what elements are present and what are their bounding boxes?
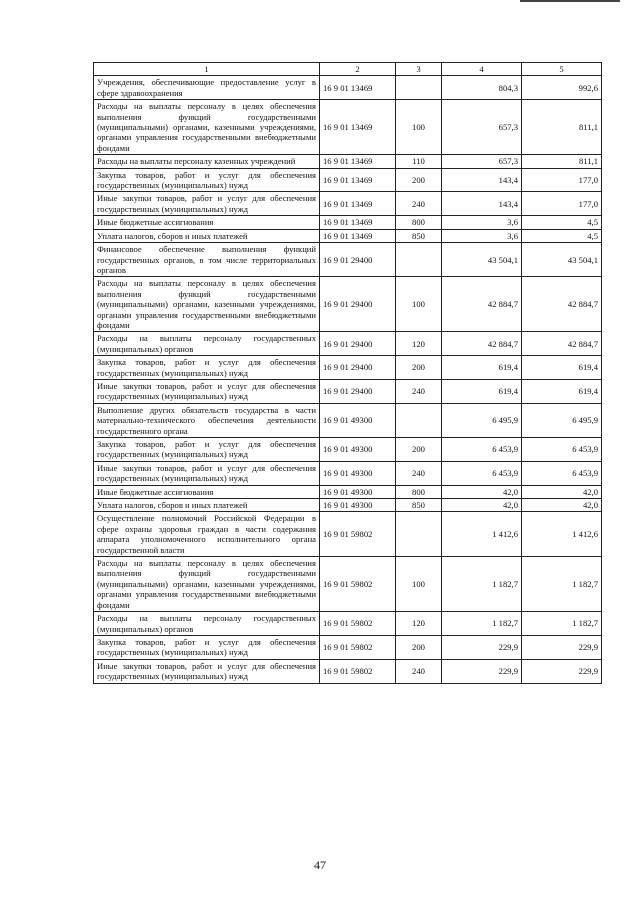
expense-name-cell: Иные бюджетные ассигнования	[94, 216, 320, 229]
target-article-code-cell: 16 9 01 13469	[320, 100, 396, 155]
table-row	[94, 76, 602, 100]
amount-year-1-cell: 42,0	[442, 499, 522, 512]
amount-year-1-cell: 1 182,7	[442, 557, 522, 612]
amount-year-2-cell: 1 182,7	[522, 557, 602, 612]
table-row	[94, 168, 602, 192]
amount-year-2-cell: 229,9	[522, 659, 602, 683]
expense-name-cell: Выполнение других обязательств государства в части материально-технического обеспечения деятельности государственного органа	[94, 403, 320, 437]
table-row	[94, 403, 602, 437]
expense-type-code-cell: 200	[396, 635, 442, 659]
table-row	[94, 277, 602, 332]
amount-year-2-cell: 43 504,1	[522, 243, 602, 277]
expense-type-code-cell: 200	[396, 356, 442, 380]
expense-name-cell: Иные бюджетные ассигнования	[94, 485, 320, 498]
target-article-code-cell: 16 9 01 59802	[320, 635, 396, 659]
table-header-row	[94, 63, 602, 76]
expense-type-code-cell	[396, 403, 442, 437]
amount-year-2-cell: 619,4	[522, 356, 602, 380]
amount-year-2-cell: 42 884,7	[522, 332, 602, 356]
expense-name-cell: Иные закупки товаров, работ и услуг для обеспечения государственных (муниципальных) нужд	[94, 659, 320, 683]
target-article-code-cell: 16 9 01 13469	[320, 192, 396, 216]
expense-name-cell: Иные закупки товаров, работ и услуг для обеспечения государственных (муниципальных) нужд	[94, 192, 320, 216]
table-row	[94, 229, 602, 242]
amount-year-1-cell: 804,3	[442, 76, 522, 100]
page-number: 47	[314, 858, 326, 872]
amount-year-2-cell: 992,6	[522, 76, 602, 100]
target-article-code-cell: 16 9 01 13469	[320, 155, 396, 168]
amount-year-1-cell: 6 453,9	[442, 438, 522, 462]
amount-year-1-cell: 619,4	[442, 356, 522, 380]
amount-year-1-cell: 657,3	[442, 155, 522, 168]
column-header-5: 5	[522, 63, 602, 76]
amount-year-2-cell: 4,5	[522, 216, 602, 229]
amount-year-1-cell: 3,6	[442, 229, 522, 242]
amount-year-2-cell: 1 412,6	[522, 512, 602, 557]
table-row	[94, 332, 602, 356]
expense-type-code-cell: 850	[396, 229, 442, 242]
expense-name-cell: Финансовое обеспечение выполнения функций государственных органов, в том числе территориальных органов	[94, 243, 320, 277]
amount-year-2-cell: 42 884,7	[522, 277, 602, 332]
amount-year-2-cell: 6 453,9	[522, 461, 602, 485]
target-article-code-cell: 16 9 01 29400	[320, 243, 396, 277]
column-header-4: 4	[442, 63, 522, 76]
table-row	[94, 192, 602, 216]
amount-year-1-cell: 229,9	[442, 659, 522, 683]
expense-name-cell: Расходы на выплаты персоналу в целях обеспечения выполнения функций государственными (муниципальными) органами, казенными учреждениями, органами управления государственными внебюджетными фондами	[94, 277, 320, 332]
expense-name-cell: Расходы на выплаты персоналу в целях обеспечения выполнения функций государственными (муниципальными) органами, казенными учреждениями, органами управления государственными внебюджетными фондами	[94, 100, 320, 155]
amount-year-2-cell: 42,0	[522, 499, 602, 512]
amount-year-2-cell: 177,0	[522, 192, 602, 216]
expense-type-code-cell: 100	[396, 557, 442, 612]
expense-name-cell: Учреждения, обеспечивающие предоставление услуг в сфере здравоохранения	[94, 76, 320, 100]
table-row	[94, 499, 602, 512]
expense-name-cell: Иные закупки товаров, работ и услуг для обеспечения государственных (муниципальных) нужд	[94, 461, 320, 485]
expense-type-code-cell: 240	[396, 379, 442, 403]
expense-type-code-cell	[396, 243, 442, 277]
expense-name-cell: Осуществление полномочий Российской Федерации в сфере охраны здоровья граждан в части содержания аппарата уполномоченного исполнительного органа государственной власти	[94, 512, 320, 557]
expense-name-cell: Расходы на выплаты персоналу государственных (муниципальных) органов	[94, 332, 320, 356]
column-header-2: 2	[320, 63, 396, 76]
target-article-code-cell: 16 9 01 29400	[320, 277, 396, 332]
target-article-code-cell: 16 9 01 29400	[320, 332, 396, 356]
expense-name-cell: Расходы на выплаты персоналу в целях обеспечения выполнения функций государственными (муниципальными) органами, казенными учреждениями, органами управления государственными внебюджетными фондами	[94, 557, 320, 612]
table-row	[94, 557, 602, 612]
expense-name-cell: Иные закупки товаров, работ и услуг для обеспечения государственных (муниципальных) нужд	[94, 379, 320, 403]
expense-type-code-cell: 240	[396, 461, 442, 485]
amount-year-2-cell: 6 495,9	[522, 403, 602, 437]
expense-name-cell: Расходы на выплаты персоналу казенных учреждений	[94, 155, 320, 168]
scan-edge-mark	[520, 0, 620, 2]
amount-year-2-cell: 4,5	[522, 229, 602, 242]
amount-year-2-cell: 6 453,9	[522, 438, 602, 462]
table-row	[94, 356, 602, 380]
amount-year-1-cell: 3,6	[442, 216, 522, 229]
amount-year-2-cell: 42,0	[522, 485, 602, 498]
target-article-code-cell: 16 9 01 49300	[320, 499, 396, 512]
amount-year-2-cell: 811,1	[522, 100, 602, 155]
expense-name-cell: Закупка товаров, работ и услуг для обеспечения государственных (муниципальных) нужд	[94, 635, 320, 659]
expense-type-code-cell: 120	[396, 332, 442, 356]
expense-type-code-cell: 120	[396, 612, 442, 636]
target-article-code-cell: 16 9 01 59802	[320, 512, 396, 557]
amount-year-1-cell: 6 453,9	[442, 461, 522, 485]
target-article-code-cell: 16 9 01 49300	[320, 403, 396, 437]
amount-year-2-cell: 229,9	[522, 635, 602, 659]
expense-type-code-cell: 200	[396, 168, 442, 192]
amount-year-1-cell: 657,3	[442, 100, 522, 155]
amount-year-1-cell: 1 182,7	[442, 612, 522, 636]
amount-year-1-cell: 42 884,7	[442, 277, 522, 332]
amount-year-1-cell: 43 504,1	[442, 243, 522, 277]
amount-year-2-cell: 1 182,7	[522, 612, 602, 636]
expense-name-cell: Уплата налогов, сборов и иных платежей	[94, 499, 320, 512]
expense-name-cell: Закупка товаров, работ и услуг для обеспечения государственных (муниципальных) нужд	[94, 168, 320, 192]
column-header-3: 3	[396, 63, 442, 76]
amount-year-2-cell: 811,1	[522, 155, 602, 168]
target-article-code-cell: 16 9 01 49300	[320, 485, 396, 498]
expense-name-cell: Расходы на выплаты персоналу государственных (муниципальных) органов	[94, 612, 320, 636]
expense-type-code-cell: 200	[396, 438, 442, 462]
expense-type-code-cell: 240	[396, 659, 442, 683]
target-article-code-cell: 16 9 01 49300	[320, 438, 396, 462]
table-row	[94, 461, 602, 485]
table-row	[94, 243, 602, 277]
table-row	[94, 612, 602, 636]
expense-type-code-cell	[396, 76, 442, 100]
expense-type-code-cell: 240	[396, 192, 442, 216]
expense-type-code-cell	[396, 512, 442, 557]
column-header-1: 1	[94, 63, 320, 76]
target-article-code-cell: 16 9 01 13469	[320, 168, 396, 192]
amount-year-1-cell: 6 495,9	[442, 403, 522, 437]
budget-table-body	[94, 63, 602, 684]
target-article-code-cell: 16 9 01 59802	[320, 557, 396, 612]
table-row	[94, 512, 602, 557]
expense-name-cell: Закупка товаров, работ и услуг для обеспечения государственных (муниципальных) нужд	[94, 438, 320, 462]
expense-type-code-cell: 110	[396, 155, 442, 168]
target-article-code-cell: 16 9 01 13469	[320, 76, 396, 100]
table-row	[94, 438, 602, 462]
amount-year-1-cell: 42 884,7	[442, 332, 522, 356]
target-article-code-cell: 16 9 01 59802	[320, 659, 396, 683]
target-article-code-cell: 16 9 01 13469	[320, 216, 396, 229]
amount-year-1-cell: 42,0	[442, 485, 522, 498]
table-row	[94, 155, 602, 168]
table-row	[94, 635, 602, 659]
target-article-code-cell: 16 9 01 29400	[320, 379, 396, 403]
table-row	[94, 216, 602, 229]
expense-type-code-cell: 850	[396, 499, 442, 512]
amount-year-1-cell: 619,4	[442, 379, 522, 403]
table-row	[94, 485, 602, 498]
amount-year-2-cell: 177,0	[522, 168, 602, 192]
amount-year-1-cell: 229,9	[442, 635, 522, 659]
expense-name-cell: Закупка товаров, работ и услуг для обеспечения государственных (муниципальных) нужд	[94, 356, 320, 380]
target-article-code-cell: 16 9 01 29400	[320, 356, 396, 380]
expense-type-code-cell: 100	[396, 100, 442, 155]
budget-table	[93, 62, 602, 684]
table-row	[94, 100, 602, 155]
target-article-code-cell: 16 9 01 49300	[320, 461, 396, 485]
expense-type-code-cell: 800	[396, 216, 442, 229]
expense-type-code-cell: 800	[396, 485, 442, 498]
target-article-code-cell: 16 9 01 59802	[320, 612, 396, 636]
amount-year-1-cell: 1 412,6	[442, 512, 522, 557]
expense-type-code-cell: 100	[396, 277, 442, 332]
table-row	[94, 659, 602, 683]
amount-year-1-cell: 143,4	[442, 168, 522, 192]
amount-year-2-cell: 619,4	[522, 379, 602, 403]
expense-name-cell: Уплата налогов, сборов и иных платежей	[94, 229, 320, 242]
amount-year-1-cell: 143,4	[442, 192, 522, 216]
target-article-code-cell: 16 9 01 13469	[320, 229, 396, 242]
table-row	[94, 379, 602, 403]
